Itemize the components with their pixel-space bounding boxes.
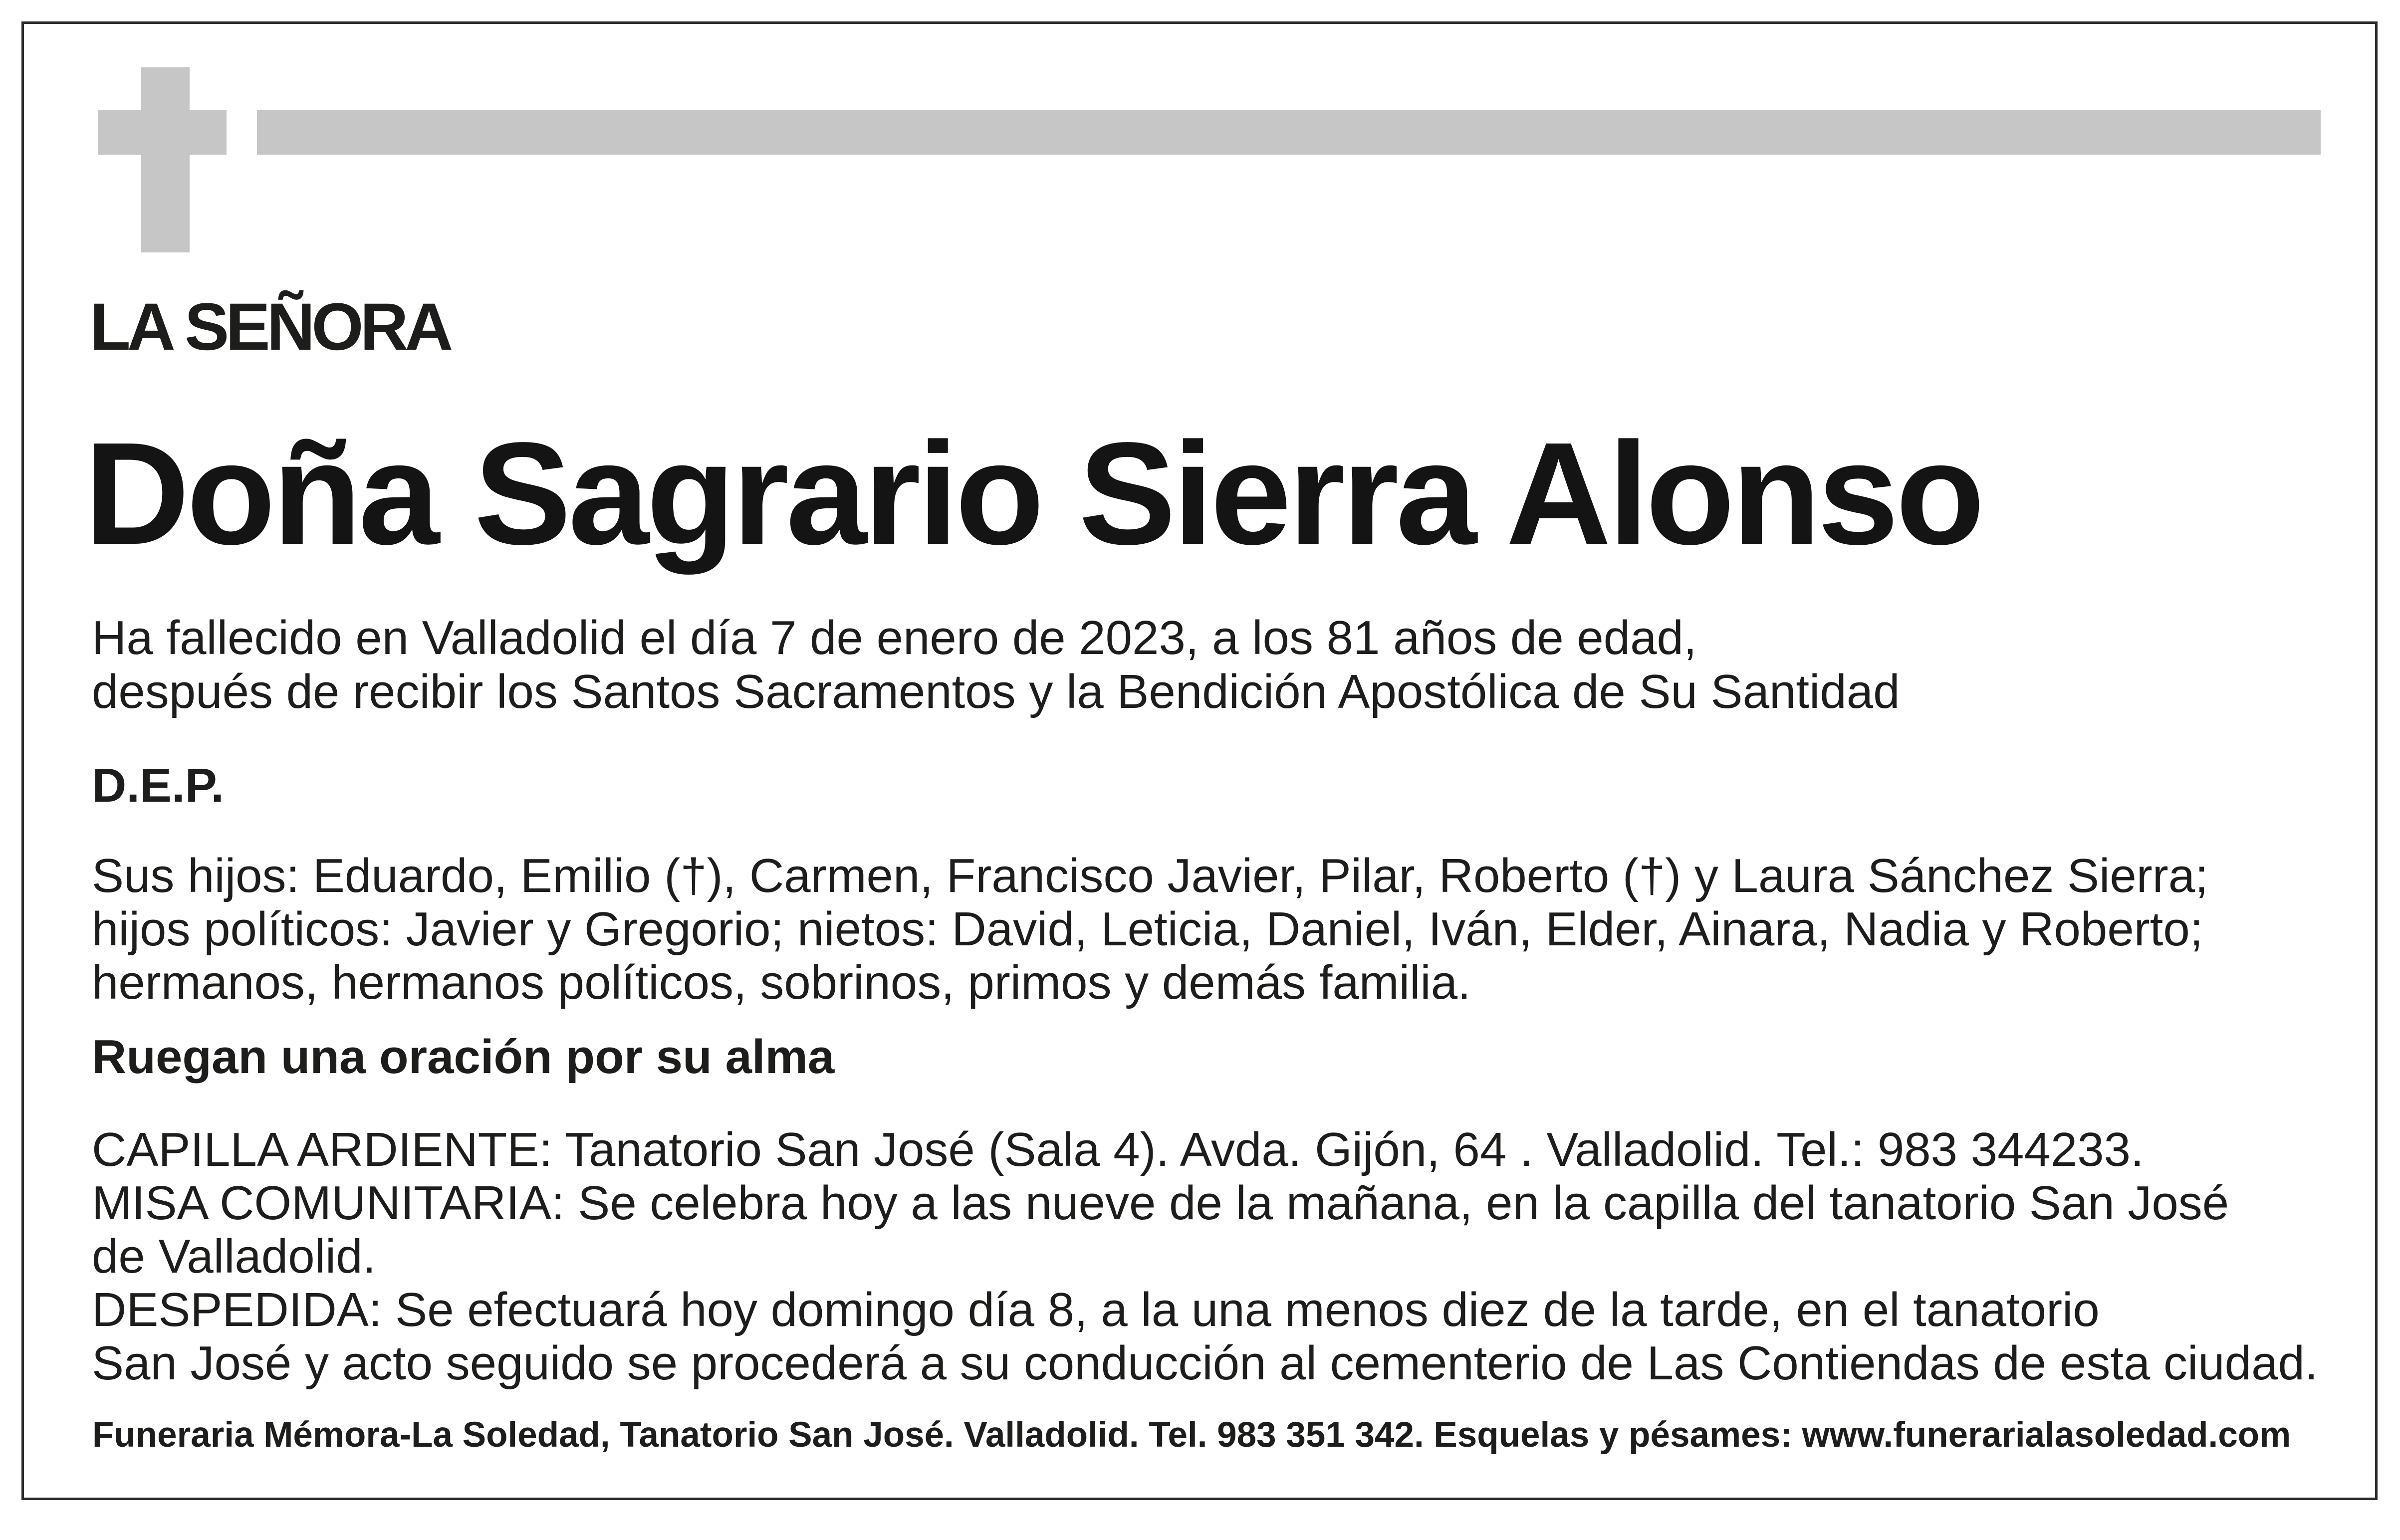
service-line: de Valladolid. [92,1230,376,1283]
funeral-home-footer: Funeraria Mémora-La Soledad, Tanatorio San José. Valladolid. Tel. 983 351 342. Esquelas y pésames: www.funerarialasoledad.com [92,1415,2291,1455]
announcement [92,611,1900,719]
announcement-line: Ha fallecido en Valladolid el día 7 de enero de 2023, a los 81 años de edad, [92,611,1697,664]
service-line: MISA COMUNITARIA: Se celebra hoy a las nueve de la mañana, en la capilla del tanatorio San José [92,1176,2229,1230]
family-list [92,849,2208,1009]
cross-icon [98,67,227,252]
family-line: hijos políticos: Javier y Gregorio; nietos: David, Leticia, Daniel, Iván, Elder, Ainara, Nadia y Roberto; [92,902,2203,956]
cross-horizontal-bar [98,110,227,155]
service-details [92,1123,2318,1390]
announcement-line: después de recibir los Santos Sacramentos y la Bendición Apostólica de Su Santidad [92,665,1900,718]
header-rule [257,110,2321,155]
service-line: San José y acto seguido se procederá a su conducción al cementerio de Las Contiendas de esta ciudad. [92,1336,2318,1390]
deceased-name: Doña Sagrario Sierra Alonso [84,412,1982,575]
family-line: hermanos, hermanos políticos, sobrinos, primos y demás familia. [92,956,1471,1009]
title-prefix: LA SEÑORA [90,290,450,364]
cross-vertical-bar [141,67,190,252]
service-line: CAPILLA ARDIENTE: Tanatorio San José (Sala 4). Avda. Gijón, 64 . Valladolid. Tel.: 983 344233. [92,1123,2144,1176]
service-line: DESPEDIDA: Se efectuará hoy domingo día 8, a la una menos diez de la tarde, en el tanatorio [92,1283,2100,1336]
prayer-request: Ruegan una oración por su alma [92,1030,835,1084]
rip-label: D.E.P. [92,759,225,812]
family-line: Sus hijos: Eduardo, Emilio (†), Carmen, Francisco Javier, Pilar, Roberto (†) y Laura Sánchez Sierra; [92,849,2208,902]
